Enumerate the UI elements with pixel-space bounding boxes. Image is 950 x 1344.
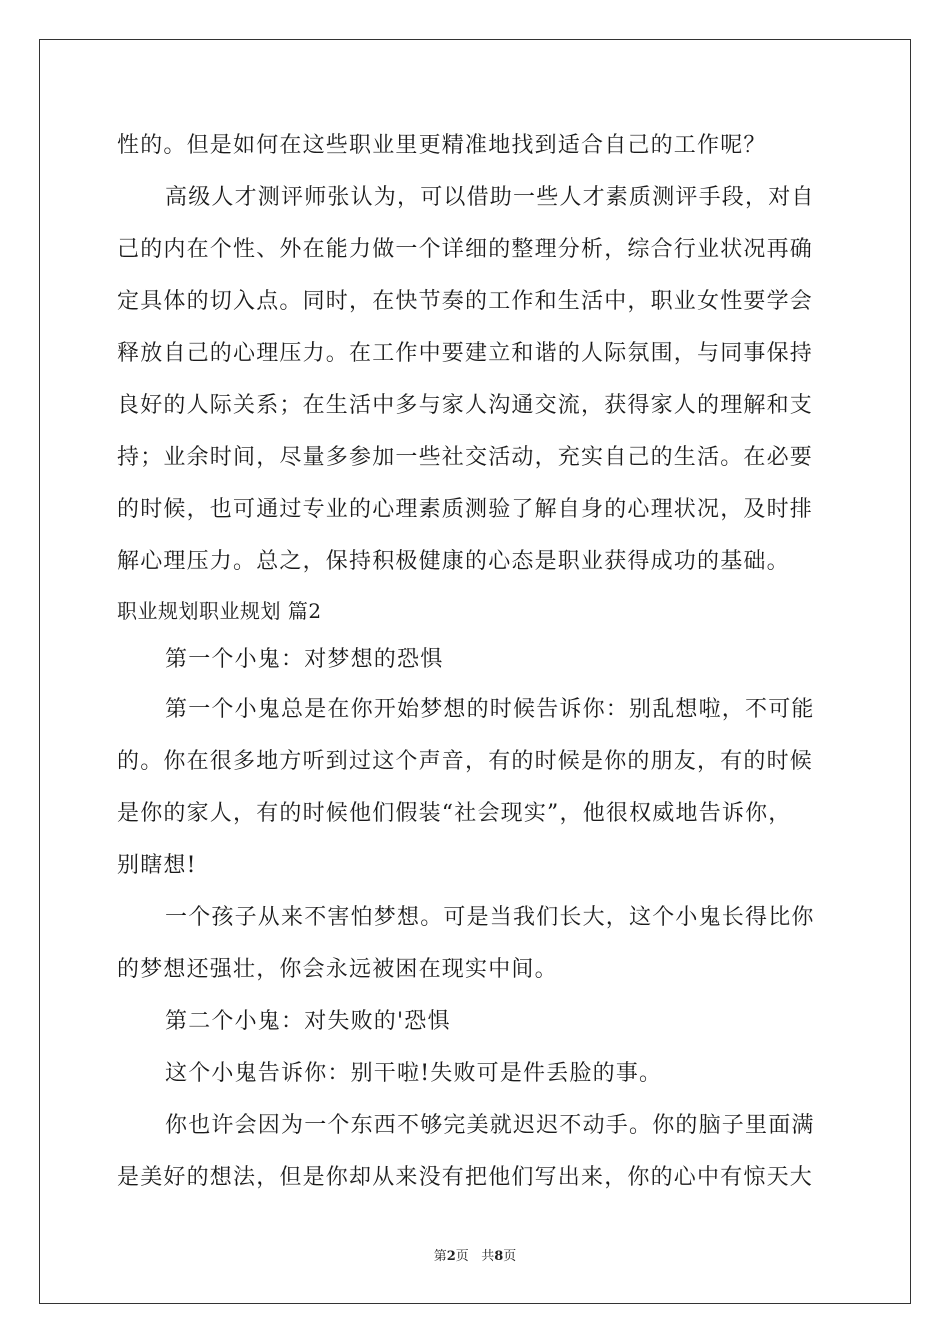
paragraph-line: 高级人才测评师张认为，可以借助一些人才素质测评手段，对自: [165, 185, 815, 210]
paragraph-line: 你也许会因为一个东西不够完美就迟迟不动手。你的脑子里面满: [165, 1113, 815, 1138]
paragraph-line: 性的。但是如何在这些职业里更精准地找到适合自己的工作呢？: [117, 133, 767, 158]
paragraph-line: 的时候，也可通过专业的心理素质测验了解自身的心理状况，及时排: [117, 497, 814, 522]
paragraph-line: 是你的家人，有的时候他们假装“社会现实”，他很权威地告诉你，: [117, 801, 792, 826]
footer-page-suffix: 页: [455, 1249, 469, 1264]
paragraph-line: 定具体的切入点。同时，在快节奏的工作和生活中，职业女性要学会: [117, 289, 814, 314]
paragraph-line: 良好的人际关系；在生活中多与家人沟通交流，获得家人的理解和支: [117, 393, 814, 418]
paragraph-line: 的梦想还强壮，你会永远被困在现实中间。: [117, 957, 558, 982]
footer-total-prefix: 共: [481, 1249, 495, 1264]
paragraph-line: 解心理压力。总之，保持积极健康的心态是职业获得成功的基础。: [117, 549, 790, 574]
paragraph-line: 第一个小鬼总是在你开始梦想的时候告诉你：别乱想啦，不可能: [165, 697, 815, 722]
subheading-line: 第一个小鬼：对梦想的恐惧: [165, 647, 444, 672]
page-footer: [0, 1245, 950, 1264]
paragraph-line: 这个小鬼告诉你：别干啦!失败可是件丢脸的事。: [165, 1061, 663, 1086]
subheading-line: 第二个小鬼：对失败的'恐惧: [165, 1009, 451, 1034]
section-heading: 职业规划职业规划 篇2: [117, 599, 322, 623]
paragraph-line: 一个孩子从来不害怕梦想。可是当我们长大，这个小鬼长得比你: [165, 905, 815, 930]
current-page-number: 2: [446, 1249, 456, 1264]
total-page-count: 8: [494, 1249, 504, 1264]
footer-prefix: 第: [433, 1249, 447, 1264]
footer-total-suffix: 页: [503, 1249, 517, 1264]
paragraph-line: 的。你在很多地方听到过这个声音，有的时候是你的朋友，有的时候: [117, 749, 814, 774]
paragraph-line: 持；业余时间，尽量多参加一些社交活动，充实自己的生活。在必要: [117, 445, 814, 470]
paragraph-line: 释放自己的心理压力。在工作中要建立和谐的人际氛围，与同事保持: [117, 341, 814, 366]
paragraph-line: 是美好的想法，但是你却从来没有把他们写出来，你的心中有惊天大: [117, 1165, 814, 1190]
paragraph-line: 别瞎想!: [117, 853, 197, 878]
paragraph-line: 己的内在个性、外在能力做一个详细的整理分析，综合行业状况再确: [117, 237, 814, 262]
